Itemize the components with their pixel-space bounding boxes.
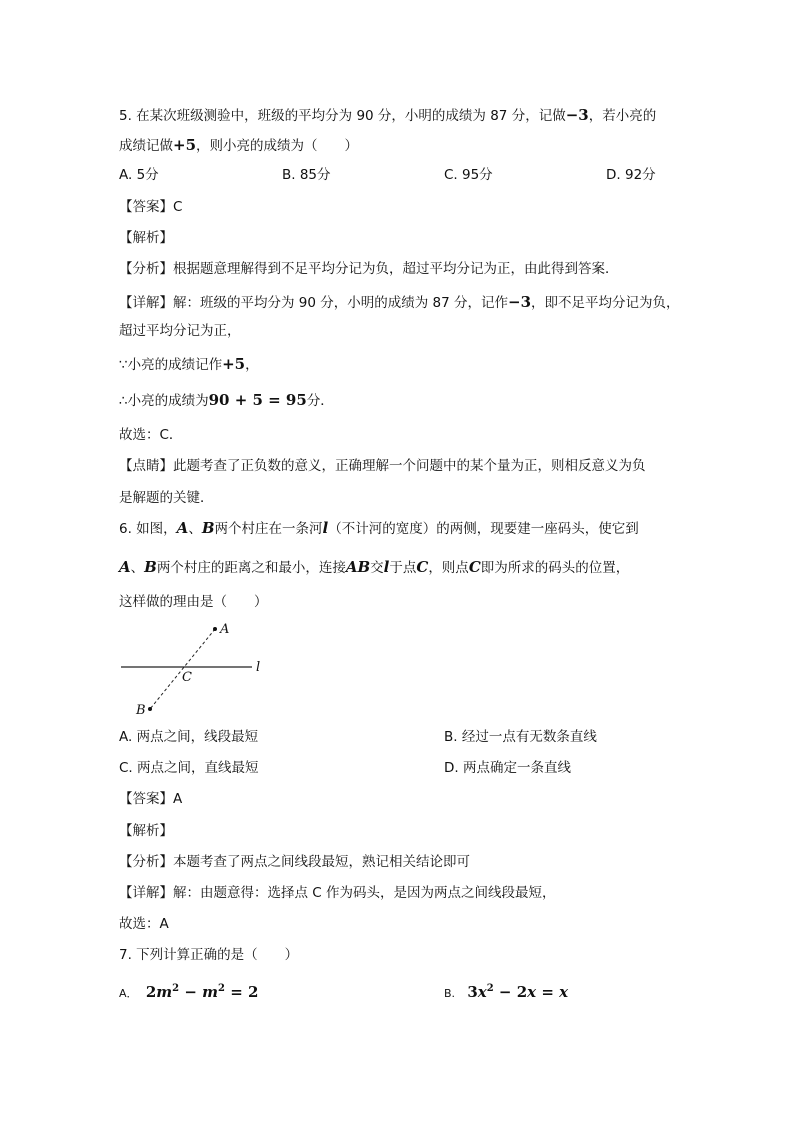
q6-option-a: A. 两点之间，线段最短 — [119, 729, 259, 745]
q5-xiangjie-line2: 超过平均分记为正， — [119, 323, 241, 339]
q5-dianjing-line2: 是解题的关键． — [119, 490, 214, 506]
q6-answer: 【答案】A — [119, 791, 183, 807]
q6-guxuan: 故选：A — [119, 916, 169, 932]
q6-stem-line1: 6. 如图，A、B两个村庄在一条河l（不计河的宽度）的两侧，现要建一座码头，使它到 — [119, 519, 639, 537]
q6-stem-line3: 这样做的理由是（ ） — [119, 594, 268, 610]
q5-dianjing-line1: 【点睛】此题考查了正负数的意义，正确理解一个问题中的某个量为正，则相反意义为负 — [119, 458, 646, 474]
q5-stem-line2: 成绩记做+5，则小亮的成绩为（ ） — [119, 136, 359, 154]
q5-guxuan: 故选：C． — [119, 427, 183, 443]
q5-because: ∵小亮的成绩记作+5， — [119, 355, 259, 373]
q5-therefore: ∴小亮的成绩为90 + 5 = 95分． — [119, 391, 334, 409]
q5-stem-line1: 5. 在某次班级测验中，班级的平均分为 90 分，小明的成绩为 87 分，记做−3，若小亮的 — [119, 106, 657, 124]
q5-xiangjie-line1: 【详解】解：班级的平均分为 90 分，小明的成绩为 87 分，记作−3，即不足平均分记为负， — [119, 293, 680, 311]
q7-option-b: B. $3x^2 - 2x = x$ — [444, 983, 569, 1001]
label-a: A — [220, 622, 230, 637]
q5-option-b: B. 85分 — [282, 167, 331, 183]
q7-stem: 7. 下列计算正确的是（ ） — [119, 947, 299, 963]
q5-answer: 【答案】C — [119, 199, 183, 215]
label-c: C — [182, 670, 192, 685]
q6-option-c: C. 两点之间，直线最短 — [119, 760, 259, 776]
q5-option-a: A. 5分 — [119, 167, 159, 183]
q6-option-b: B. 经过一点有无数条直线 — [444, 729, 597, 745]
q6-xiangjie: 【详解】解：由题意得：选择点 C 作为码头，是因为两点之间线段最短， — [119, 885, 556, 901]
label-b: B — [136, 703, 146, 718]
q5-option-d: D. 92分 — [606, 167, 656, 183]
q5-analysis-header: 【解析】 — [119, 230, 173, 246]
q6-stem-line2: A、B两个村庄的距离之和最小，连接AB交l于点C，则点C即为所求的码头的位置， — [119, 558, 630, 576]
q5-option-c: C. 95分 — [444, 167, 493, 183]
q6-figure — [119, 618, 279, 722]
point-b — [148, 707, 152, 711]
label-l: l — [256, 660, 261, 675]
q5-fenxi: 【分析】根据题意理解得到不足平均分记为负，超过平均分记为正，由此得到答案． — [119, 261, 619, 277]
q6-fenxi: 【分析】本题考查了两点之间线段最短，熟记相关结论即可 — [119, 854, 470, 870]
q7-option-a: A． $2m^2 - m^2 = 2$ — [119, 983, 259, 1001]
q6-option-d: D. 两点确定一条直线 — [444, 760, 571, 776]
point-a — [213, 627, 217, 631]
q6-analysis-header: 【解析】 — [119, 823, 173, 839]
segment-ab — [150, 629, 215, 709]
